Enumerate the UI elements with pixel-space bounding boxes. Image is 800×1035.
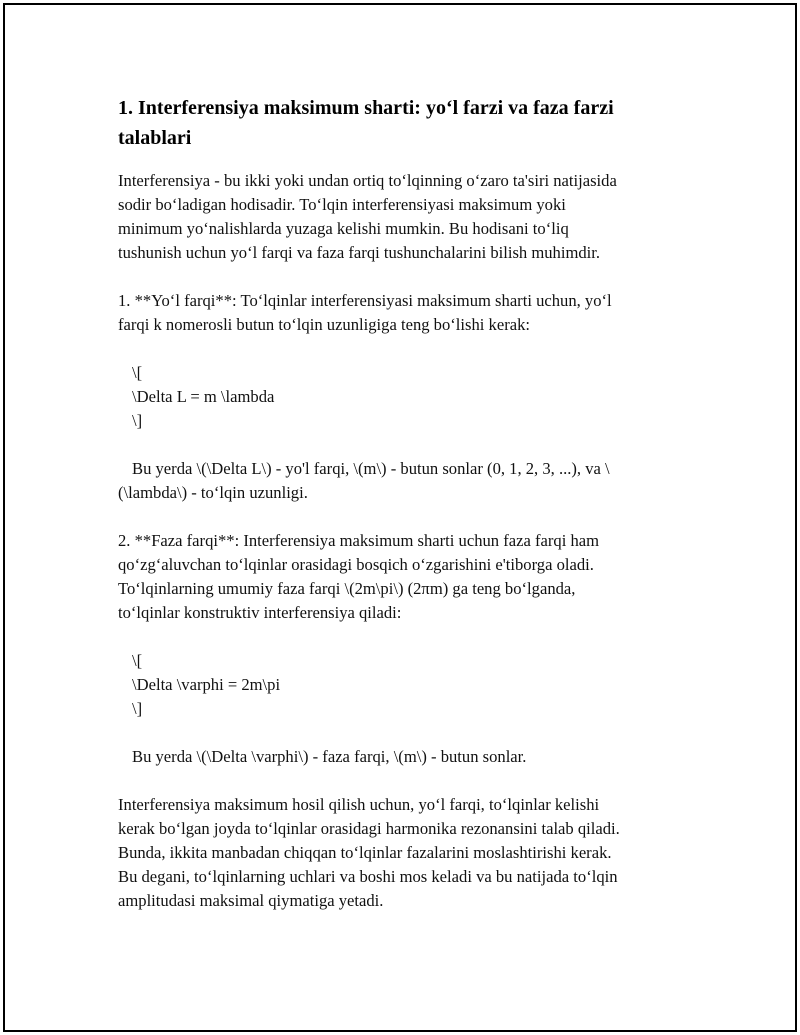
text-line: qo‘zg‘aluvchan to‘lqinlar orasidagi bosqich o‘zgarishini e'tiborga oladi. — [118, 555, 594, 574]
text-line: Bunda, ikkita manbadan chiqqan to‘lqinlar fazalarini moslashtirishi kerak. — [118, 843, 612, 862]
formula-line: \[ — [132, 363, 143, 382]
text-line: (\lambda\) - to‘lqin uzunligi. — [118, 483, 308, 502]
text-line: 2. **Faza farqi**: Interferensiya maksimum sharti uchun faza farqi ham — [118, 531, 600, 550]
text-line: Interferensiya - bu ikki yoki undan ortiq to‘lqinning o‘zaro ta'siri natijasida — [118, 171, 617, 190]
conclusion-paragraph — [118, 793, 678, 913]
text-line: Bu yerda \(\Delta L\) - yo'l farqi, \(m\) - butun sonlar (0, 1, 2, 3, ...), va \ — [132, 459, 610, 478]
phase-difference-explanation — [118, 745, 678, 769]
text-line: minimum yo‘nalishlarda yuzaga kelishi mumkin. Bu hodisani to‘liq — [118, 219, 569, 238]
text-line: farqi k nomerosli butun to‘lqin uzunligiga teng bo‘lishi kerak: — [118, 315, 530, 334]
phase-difference-paragraph — [118, 529, 678, 625]
text-line: Bu degani, to‘lqinlarning uchlari va boshi mos keladi va bu natijada to‘lqin — [118, 867, 618, 886]
formula-line: \Delta \varphi = 2m\pi — [132, 675, 281, 694]
path-difference-formula — [118, 361, 678, 433]
intro-paragraph — [118, 169, 678, 265]
section-heading: 1. Interferensiya maksimum sharti: yo‘l farzi va faza farzi talablari — [118, 97, 614, 149]
text-line: 1. **Yo‘l farqi**: To‘lqinlar interferensiyasi maksimum sharti uchun, yo‘l — [118, 291, 612, 310]
formula-line: \[ — [132, 651, 143, 670]
formula-line: \Delta L = m \lambda — [132, 387, 275, 406]
text-line: amplitudasi maksimal qiymatiga yetadi. — [118, 891, 384, 910]
document-body — [118, 93, 678, 913]
text-line: to‘lqinlar konstruktiv interferensiya qiladi: — [118, 603, 402, 622]
path-difference-explanation — [118, 457, 678, 505]
formula-line: \] — [132, 699, 143, 718]
text-line: kerak bo‘lgan joyda to‘lqinlar orasidagi harmonika rezonansini talab qiladi. — [118, 819, 620, 838]
formula-line: \] — [132, 411, 143, 430]
text-line: Bu yerda \(\Delta \varphi\) - faza farqi, \(m\) - butun sonlar. — [132, 747, 527, 766]
text-line: Interferensiya maksimum hosil qilish uchun, yo‘l farqi, to‘lqinlar kelishi — [118, 795, 600, 814]
phase-difference-formula — [118, 649, 678, 721]
text-line: sodir bo‘ladigan hodisadir. To‘lqin interferensiyasi maksimum yoki — [118, 195, 566, 214]
text-line: To‘lqinlarning umumiy faza farqi \(2m\pi\) (2πm) ga teng bo‘lganda, — [118, 579, 576, 598]
path-difference-paragraph — [118, 289, 678, 337]
text-line: tushunish uchun yo‘l farqi va faza farqi tushunchalarini bilish muhimdir. — [118, 243, 601, 262]
